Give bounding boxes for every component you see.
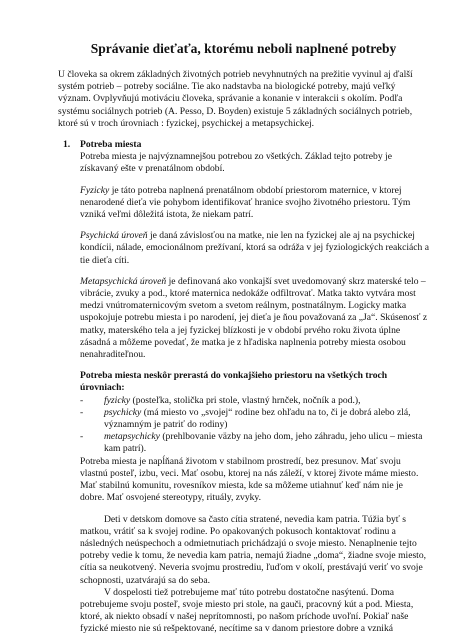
list-item: [80, 407, 429, 431]
paragraph-psychicka-text: je daná závislosťou na matke, nie len na fyzickej ale aj na psychickej kondícii, nálade, emocionálnom prežívaní, ktorá sa odráža v jej fyziologických reakciách a tie dieťa cíti.: [80, 230, 429, 266]
section-number: 1.: [63, 139, 71, 151]
term-fyzicky: Fyzicky: [80, 184, 110, 196]
list-term: psychicky: [104, 406, 142, 418]
section-potreba-miesta: [63, 139, 429, 636]
page-title: Správanie dieťaťa, ktorému neboli naplnené potreby: [90, 41, 397, 56]
list-text: (má miesto vo „svojej“ rodine bez ohľadu na to, či je dobrá alebo zlá, významným je patriť do rodiny): [104, 406, 411, 431]
list-text: (prehlbovanie väzby na jeho dom, jeho záhradu, jeho ulicu – miesta kam patrí).: [104, 431, 423, 455]
intro-paragraph: U človeka sa okrem základných životných potrieb nevyhnutných na prežitie vyvinul aj ďalší systém potrieb – potreby sociálne. Tie ako nadstavba na biologické potreby, majú veľký význam. Ovplyvňujú motiváciu človeka, správanie a konanie v interakcii s okolím. Podľa systému sociálnych potrieb (A. Pesso, D. Boyden) existuje 5 základných sociálnych potrieb, ktoré sú v troch úrovniach : fyzickej, psychickej a metapsychickej.: [58, 69, 413, 129]
paragraph-stabilne-prostredie: Potreba miesta je napĺňaná životom v stabilnom prostredí, bez presunov. Mať svoju vlastnú posteľ, izbu, veci. Mať osobu, ktorej na nás záleží, v ktorej živote máme miesto. Mať stabilnú komunitu, rovesníkov miesta, kde sa môžeme utiahnuť keď nám nie je dobre. Mať osvojené stereotypy, rituály, zvyky.: [80, 455, 419, 504]
section-heading-text: Potreba miesta: [80, 139, 142, 151]
paragraph-metapsychicka: [80, 276, 429, 361]
list-item: [80, 431, 429, 455]
paragraph-metapsychicka-text: je definovaná ako vonkajší svet uvedomovaný skrz materské telo – vibrácie, zvuky a pod., ktoré maternica nedokáže odfiltrovať. Matka takto vytvára most medzi vnútromaternicovým svetom a svetom reálnym, postnatálnym. Logicky matka uspokojuje potrebu miesta i po narodení, jej dieťa je ňou považovaná za „Ja“. Skúsenosť z matky, materského tela a jej fyzickej blízkosti je v období prvého roku života úplne zásadná a môžeme povedať, že matka je z hľadiska naplnenia potreby miesta osobou nenahraditeľnou.: [80, 275, 428, 361]
list-term: fyzicky: [104, 394, 131, 406]
list-term: metapsychicky: [104, 431, 160, 443]
term-psychicka: Psychická úroveň: [80, 230, 148, 242]
paragraph-fyzicky-text: je táto potreba naplnená prenatálnom období priestorom maternice, v ktorej nenarodené dieťa vie pohybom identifikovať hranice svojho životného priestoru. Tým vzniká veľmi dôležitá istota, že niekam patrí.: [80, 184, 411, 221]
subheading: Potreba miesta neskôr prerastá do vonkajšieho priestoru na všetkých troch úrovniach:: [80, 370, 388, 394]
paragraph-intro: Potreba miesta je najvýznamnejšou potrebou zo všetkých. Základ tejto potreby je získavaný ešte v prenatálnom období.: [80, 151, 392, 175]
paragraph-dospelost: V dospelosti tiež potrebujeme mať túto potrebu dostatočne nasýtenú. Doma potrebujeme svoju posteľ, svoje miesto pri stole, na gauči, pracovný kút a pod. Miesta, ktoré, ak niekto obsadí v našej neprítomnosti, po našom príchode uvoľní. Pokiaľ naše fyzické miesto nie sú rešpektované, necítime sa v danom priestore dobre a vzniká: [80, 586, 414, 635]
list-dash: -: [80, 406, 84, 418]
section-heading: [63, 139, 429, 151]
paragraph-detsky-domov: Deti v detskom domove sa často cítia stratené, nevedia kam patria. Túžia byť s matkou, vrátiť sa k svojej rodine. Po opakovaných pokusoch kontaktovať rodinu a následných neúspechoch a odmietnutiach prichádzajú o svoje miesto. Nenaplnenie tejto potreby vedie k tomu, že nevedia kam patria, nemajú žiadne „doma“, žiadne svoje miesto, cítia sa neukotvený. Neveria svojmu prostrediu, ľuďom v okolí, prestávajú veriť vo svoje schopnosti, uzatvárajú sa do seba.: [80, 513, 427, 586]
term-metapsychicka: Metapsychická úroveň: [80, 275, 167, 287]
list-dash: -: [80, 394, 84, 406]
paragraph-psychicka: [80, 230, 429, 267]
levels-list: [80, 395, 429, 456]
list-text: (posteľka, stolička pri stole, vlastný hrnček, nočník a pod.),: [130, 394, 361, 406]
paragraph-fyzicky: [80, 185, 429, 222]
list-item: [80, 395, 429, 407]
list-dash: -: [80, 431, 84, 443]
